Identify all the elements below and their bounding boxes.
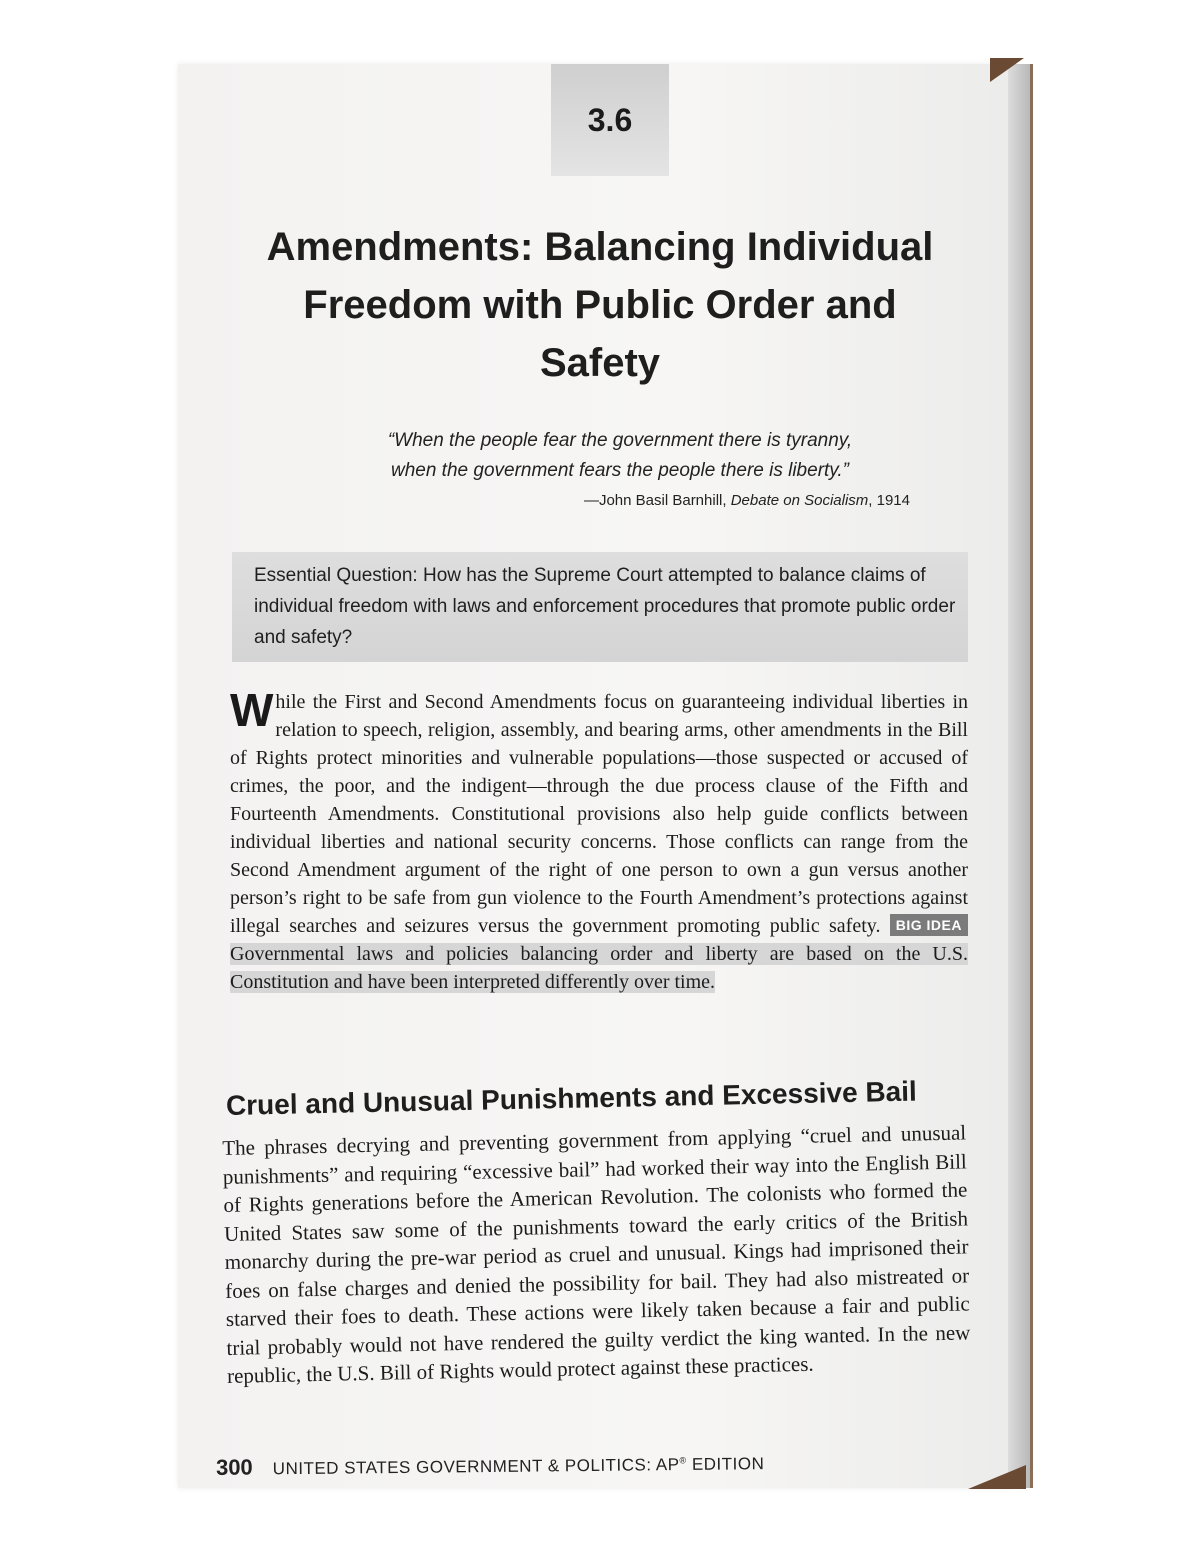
epigraph-line-1: “When the people fear the government there is tyranny,: [387, 430, 853, 451]
page-edge: [1008, 64, 1033, 1488]
running-head-text: UNITED STATES GOVERNMENT & POLITICS: AP: [272, 1455, 680, 1479]
essential-question-label: Essential Question: [254, 565, 413, 586]
section-number: 3.6: [587, 101, 633, 138]
big-idea-text: Governmental laws and policies balancing order and liberty are based on the U.S. Constitution and have been interpreted differently over time.: [230, 943, 968, 993]
attribution-work: Debate on Socialism: [730, 492, 869, 509]
epigraph-attribution: [420, 492, 910, 509]
section-number-tab: [551, 64, 669, 176]
registered-mark: ®: [679, 1455, 687, 1466]
book-cover-corner-top: [990, 58, 1024, 82]
subsection-heading: Cruel and Unusual Punishments and Excessive Bail: [225, 1075, 918, 1121]
page-number: 300: [215, 1454, 253, 1480]
epigraph-line-2: when the government fears the people there is liberty.”: [390, 460, 849, 481]
running-head: [273, 1454, 765, 1479]
big-idea-badge: BIG IDEA: [890, 914, 968, 936]
intro-paragraph: [230, 684, 968, 996]
drop-cap: W: [230, 684, 274, 736]
attribution-author: —John Basil Barnhill,: [583, 492, 731, 509]
book-cover-corner-bottom: [968, 1465, 1026, 1489]
page-title: Amendments: Balancing Individual Freedom with Public Order and Safety: [266, 225, 934, 385]
running-head-suffix: EDITION: [686, 1454, 765, 1474]
essential-question: [254, 560, 959, 653]
essential-question-text: : How has the Supreme Court attempted to balance claims of individual freedom with laws and enforcement procedures that promote public order and safety?: [254, 565, 956, 648]
intro-text: hile the First and Second Amendments focus on guaranteeing individual liberties in relation to speech, religion, assembly, and bearing arms, other amendments in the Bill of Rights protect minorities and vulnerable populations—those suspected or accused of crimes, the poor, and the indigent—through the due process clause of the Fifth and Fourteenth Amendments. Constitutional provisions also help guide conflicts between individual liberties and national security concerns. Those conflicts can range from the Second Amendment argument of the right of one person to own a gun versus another person’s right to be safe from gun violence to the Fourth Amendment’s protections against illegal searches and seizures versus the government promoting public safety.: [230, 691, 968, 937]
epigraph-quote: [320, 426, 920, 486]
subsection-body: The phrases decrying and preventing government from applying “cruel and unusual punishments” and requiring “excessive bail” had worked their way into the English Bill of Rights generations before the American Revolution. The colonists who formed the United States saw some of the punishments toward the early critics of the British monarchy during the pre-war period as cruel and unusual. Kings had imprisoned their foes on false charges and denied the possibility for bail. They had also mistreated or starved their foes to death. These actions were likely taken because a fair and public trial probably would not have rendered the guilty verdict the king wanted. In the new republic, the U.S. Bill of Rights would protect against these practices.: [222, 1120, 971, 1388]
attribution-year: , 1914: [868, 492, 910, 509]
